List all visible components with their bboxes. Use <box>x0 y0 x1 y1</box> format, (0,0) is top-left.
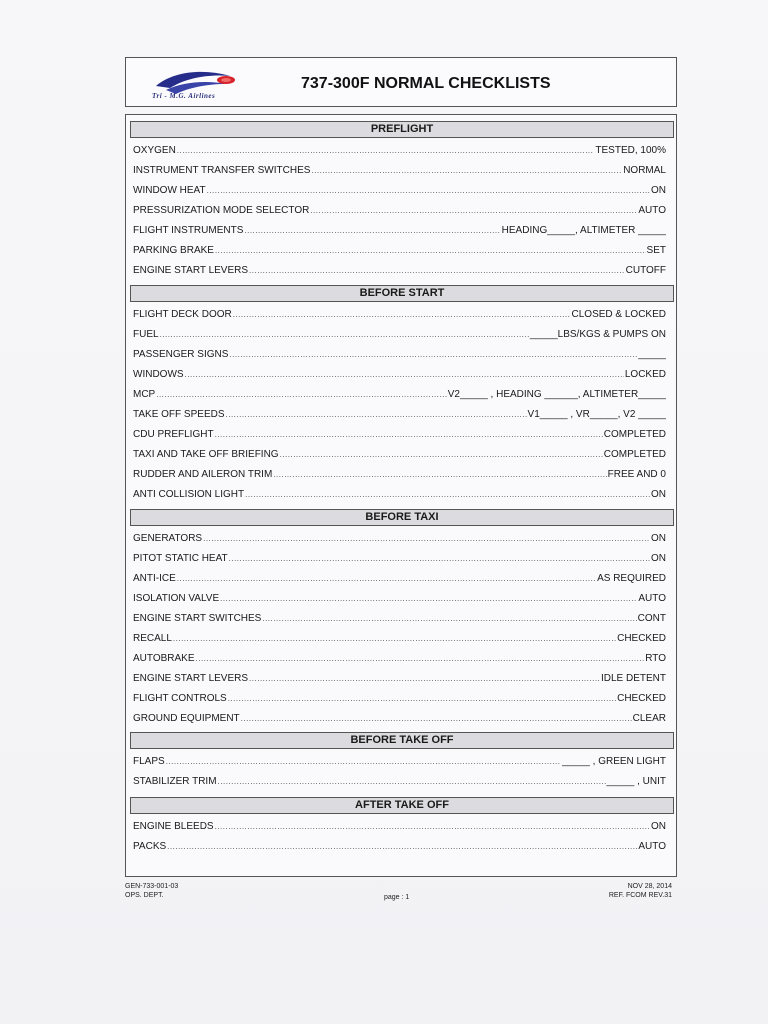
item-label: ENGINE START SWITCHES <box>133 613 262 624</box>
leader-dots <box>203 532 650 546</box>
leader-dots <box>215 820 650 834</box>
item-value: FREE AND 0 <box>607 469 666 480</box>
checklist-item <box>133 755 666 769</box>
item-value: HEADING_____, ALTIMETER _____ <box>501 225 666 236</box>
item-value: ON <box>651 185 666 196</box>
leader-dots <box>229 348 637 362</box>
leader-dots <box>215 428 603 442</box>
item-value: _____ , GREEN LIGHT <box>562 756 666 767</box>
item-value: CUTOFF <box>625 265 666 276</box>
leader-dots <box>249 264 625 278</box>
section-header-before-take-off: BEFORE TAKE OFF <box>130 732 674 749</box>
checklist-item <box>133 592 666 606</box>
leader-dots <box>249 672 600 686</box>
leader-dots <box>311 164 622 178</box>
item-label: ENGINE START LEVERS <box>133 673 249 684</box>
checklist-item <box>133 428 666 442</box>
leader-dots <box>156 388 446 402</box>
leader-dots <box>173 632 616 646</box>
item-value: _____ , UNIT <box>606 776 666 787</box>
section-header-before-taxi: BEFORE TAXI <box>130 509 674 526</box>
checklist-item <box>133 244 666 258</box>
checklist-item <box>133 672 666 686</box>
checklist-item <box>133 408 666 422</box>
item-value: V1_____ , VR_____, V2 _____ <box>527 409 666 420</box>
item-value: _____ <box>638 349 666 360</box>
checklist-item <box>133 488 666 502</box>
fcom-reference: REF. FCOM REV.31 <box>608 892 672 899</box>
item-value: TESTED, 100% <box>595 145 666 156</box>
section-header-after-take-off: AFTER TAKE OFF <box>130 797 674 814</box>
item-value: SET <box>646 245 666 256</box>
leader-dots <box>245 488 650 502</box>
leader-dots <box>262 612 636 626</box>
page-title: 737-300F NORMAL CHECKLISTS <box>301 75 551 92</box>
checklist-item <box>133 348 666 362</box>
checklist-item <box>133 264 666 278</box>
item-value: AUTO <box>638 841 666 852</box>
item-label: PITOT STATIC HEAT <box>133 553 228 564</box>
checklist-item <box>133 712 666 726</box>
item-label: FLAPS <box>133 756 165 767</box>
leader-dots <box>229 552 650 566</box>
item-value: RTO <box>645 653 666 664</box>
item-label: AUTOBRAKE <box>133 653 195 664</box>
checklist-item <box>133 388 666 402</box>
leader-dots <box>185 368 624 382</box>
leader-dots <box>280 448 603 462</box>
item-label: MCP <box>133 389 156 400</box>
item-value: CLOSED & LOCKED <box>571 309 666 320</box>
checklist-item <box>133 552 666 566</box>
checklist-item <box>133 448 666 462</box>
item-value: ON <box>651 553 666 564</box>
item-value: IDLE DETENT <box>600 673 666 684</box>
item-value: V2_____ , HEADING ______, ALTIMETER_____ <box>447 389 666 400</box>
item-value: CLEAR <box>632 713 666 724</box>
department: OPS. DEPT. <box>125 892 164 899</box>
checklist-item <box>133 572 666 586</box>
checklist-item <box>133 164 666 178</box>
airline-name: Tri - M.G. Airlines <box>152 92 216 100</box>
item-value: LOCKED <box>624 369 666 380</box>
leader-dots <box>244 224 500 238</box>
checklist-item <box>133 532 666 546</box>
item-label: ANTI-ICE <box>133 573 176 584</box>
footer-right <box>600 882 672 900</box>
checklist-item <box>133 144 666 158</box>
item-label: PARKING BRAKE <box>133 245 214 256</box>
leader-dots <box>215 244 646 258</box>
item-label: RECALL <box>133 633 172 644</box>
item-label: WINDOWS <box>133 369 184 380</box>
leader-dots <box>177 572 596 586</box>
checklist-item <box>133 468 666 482</box>
leader-dots <box>177 144 595 158</box>
revision-date: NOV 28, 2014 <box>627 883 672 890</box>
checklist-item <box>133 840 666 854</box>
leader-dots <box>233 308 571 322</box>
item-value: ON <box>651 533 666 544</box>
item-label: FLIGHT INSTRUMENTS <box>133 225 244 236</box>
checklist-item <box>133 652 666 666</box>
item-label: GROUND EQUIPMENT <box>133 713 240 724</box>
item-value: AUTO <box>638 205 666 216</box>
item-value: AS REQUIRED <box>597 573 666 584</box>
checklist-item <box>133 308 666 322</box>
leader-dots <box>226 408 527 422</box>
item-label: OXYGEN <box>133 145 176 156</box>
item-label: FUEL <box>133 329 159 340</box>
item-label: FLIGHT DECK DOOR <box>133 309 232 320</box>
leader-dots <box>167 840 637 854</box>
item-label: INSTRUMENT TRANSFER SWITCHES <box>133 165 311 176</box>
section-header-preflight: PREFLIGHT <box>130 121 674 138</box>
item-value: CHECKED <box>617 633 666 644</box>
page-number: page : 1 <box>384 894 410 901</box>
item-label: PASSENGER SIGNS <box>133 349 229 360</box>
leader-dots <box>228 692 616 706</box>
item-label: ISOLATION VALVE <box>133 593 220 604</box>
item-value: _____LBS/KGS & PUMPS ON <box>529 329 666 340</box>
item-value: ON <box>651 821 666 832</box>
item-label: ENGINE START LEVERS <box>133 265 249 276</box>
checklist-item <box>133 204 666 218</box>
item-label: PRESSURIZATION MODE SELECTOR <box>133 205 310 216</box>
checklist-item <box>133 820 666 834</box>
footer-left <box>125 882 178 900</box>
item-label: TAXI AND TAKE OFF BRIEFING <box>133 449 279 460</box>
item-label: PACKS <box>133 841 167 852</box>
leader-dots <box>218 775 606 789</box>
item-value: AUTO <box>638 593 666 604</box>
item-value: CONT <box>637 613 666 624</box>
checklist-item <box>133 632 666 646</box>
item-value: COMPLETED <box>603 429 666 440</box>
document-header <box>125 57 677 107</box>
leader-dots <box>207 184 650 198</box>
item-label: TAKE OFF SPEEDS <box>133 409 225 420</box>
item-label: GENERATORS <box>133 533 203 544</box>
item-value: NORMAL <box>623 165 666 176</box>
item-label: RUDDER AND AILERON TRIM <box>133 469 273 480</box>
checklist-item <box>133 184 666 198</box>
item-label: FLIGHT CONTROLS <box>133 693 227 704</box>
checklist-item <box>133 328 666 342</box>
leader-dots <box>196 652 645 666</box>
leader-dots <box>160 328 529 342</box>
leader-dots <box>241 712 632 726</box>
item-label: STABILIZER TRIM <box>133 776 217 787</box>
checklist-item <box>133 775 666 789</box>
item-value: ON <box>651 489 666 500</box>
section-header-before-start: BEFORE START <box>130 285 674 302</box>
item-label: WINDOW HEAT <box>133 185 206 196</box>
leader-dots <box>310 204 637 218</box>
item-label: ANTI COLLISION LIGHT <box>133 489 245 500</box>
item-value: CHECKED <box>617 693 666 704</box>
checklist-item <box>133 692 666 706</box>
item-value: COMPLETED <box>603 449 666 460</box>
leader-dots <box>166 755 561 769</box>
leader-dots <box>273 468 606 482</box>
checklist-item <box>133 224 666 238</box>
item-label: ENGINE BLEEDS <box>133 821 214 832</box>
leader-dots <box>220 592 637 606</box>
item-label: CDU PREFLIGHT <box>133 429 214 440</box>
checklist-item <box>133 612 666 626</box>
checklist-item <box>133 368 666 382</box>
document-code: GEN-733-001-03 <box>125 883 179 890</box>
